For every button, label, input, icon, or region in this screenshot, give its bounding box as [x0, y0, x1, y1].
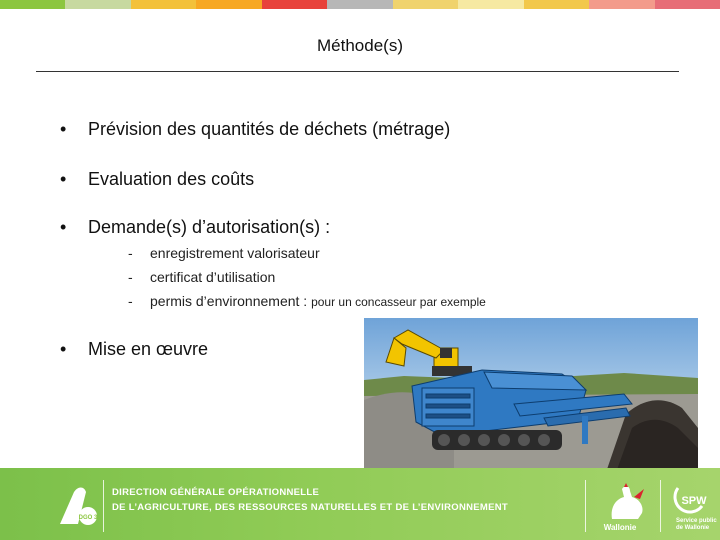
top-bar-segment: [458, 0, 523, 9]
bullet-text: Evaluation des coûts: [88, 169, 255, 189]
bullet-symbol: •: [60, 339, 67, 359]
spw-logo: [668, 484, 712, 521]
rooster-icon: [604, 481, 648, 528]
crusher-photo: [364, 318, 698, 478]
top-bar-segment: [589, 0, 654, 9]
bullet-symbol: •: [60, 217, 67, 237]
title-divider: [36, 71, 679, 72]
sub-text: certificat d’utilisation: [150, 269, 276, 285]
bullet-item: [60, 217, 330, 238]
department-line-2: DE L’AGRICULTURE, DES RESSOURCES NATURELLES ET DE L’ENVIRONNEMENT: [112, 502, 509, 513]
footer-separator: [103, 480, 104, 532]
footer-separator: [585, 480, 586, 532]
bullet-text: Mise en œuvre: [88, 339, 209, 359]
bullet-symbol: •: [60, 169, 67, 189]
sub-dash: -: [128, 269, 133, 285]
top-bar-segment: [0, 0, 65, 9]
sub-text: permis d’environnement :: [150, 293, 308, 309]
top-bar-segment: [131, 0, 196, 9]
bullet-text: Demande(s) d’autorisation(s) :: [88, 217, 331, 237]
sub-item: [128, 269, 275, 285]
top-bar-segment: [393, 0, 458, 9]
sub-text: enregistrement valorisateur: [150, 245, 320, 261]
sub-dash: -: [128, 245, 133, 261]
spw-label: [676, 518, 717, 532]
dgo3-logo: [56, 486, 104, 531]
bullet-item: [60, 119, 450, 140]
footer-separator: [660, 480, 661, 532]
top-bar-segment: [196, 0, 261, 9]
sub-note: pour un concasseur par exemple: [311, 295, 486, 309]
sub-item: [128, 293, 486, 309]
spw-logo-text: SPW: [681, 495, 707, 507]
top-bar-segment: [655, 0, 720, 9]
wallonie-label: Wallonie: [603, 523, 637, 532]
top-bar-segment: [262, 0, 327, 9]
department-name: [112, 485, 508, 515]
spw-line-2: de Wallonie: [676, 525, 710, 531]
bullet-symbol: •: [60, 119, 67, 139]
dgo3-badge-text: DGO 3: [78, 515, 98, 521]
top-color-bar: [0, 0, 720, 9]
slide-title: Méthode(s): [317, 36, 403, 55]
top-bar-segment: [327, 0, 392, 9]
bullet-text: Prévision des quantités de déchets (métrage): [88, 119, 451, 139]
spw-line-1: Service public: [676, 518, 717, 524]
bullet-item: [60, 169, 254, 190]
sub-item: [128, 245, 320, 261]
top-bar-segment: [65, 0, 130, 9]
department-line-1: DIRECTION GÉNÉRALE OPÉRATIONNELLE: [112, 487, 320, 498]
bullet-item: [60, 339, 208, 360]
sub-dash: -: [128, 293, 133, 309]
top-bar-segment: [524, 0, 589, 9]
